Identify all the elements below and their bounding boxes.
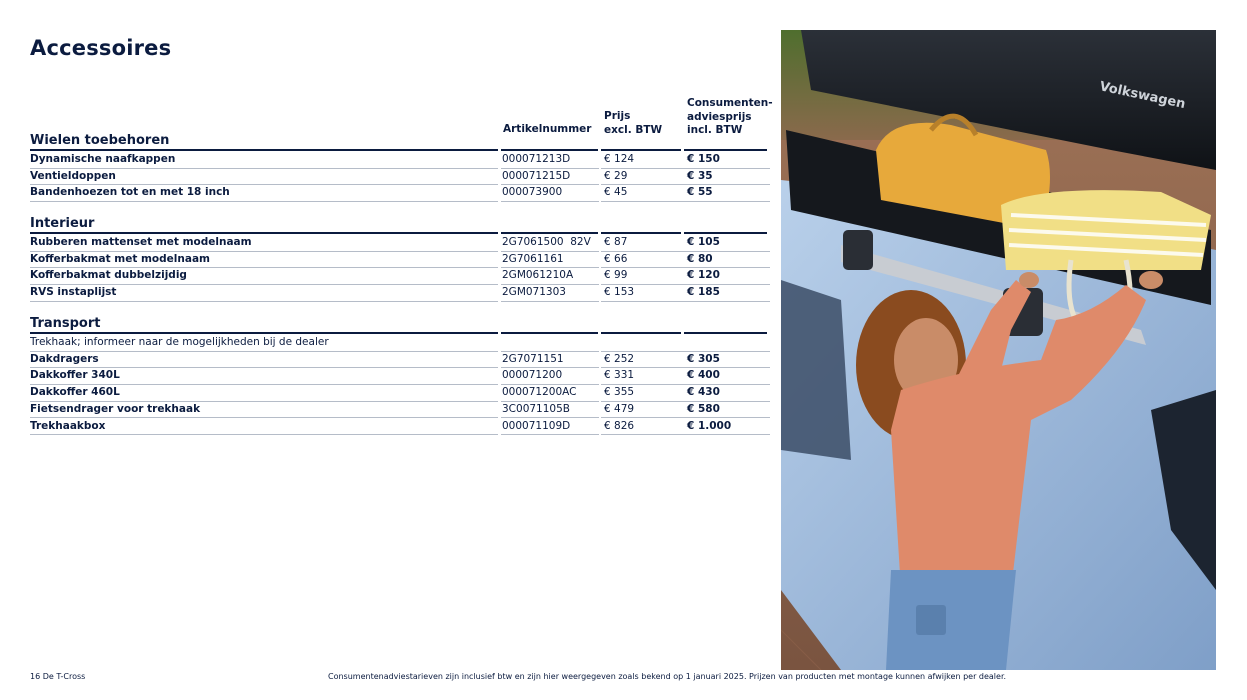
price-incl: € 1.000: [684, 418, 770, 436]
product-code: 000073900: [501, 184, 599, 202]
product-code: 2G7061500 82V: [501, 234, 599, 252]
table-row: [30, 234, 767, 251]
table-row: [30, 418, 767, 435]
price-excl: € 66: [601, 251, 684, 269]
trekhaak-note: Trekhaak; informeer naar de mogelijkheden bij de dealer: [30, 334, 498, 352]
product-name: Dakdragers: [30, 351, 498, 369]
header-cons-line2: adviesprijs: [687, 110, 752, 123]
table-row: [30, 384, 767, 401]
price-incl: € 185: [684, 284, 770, 302]
table-row: [30, 284, 767, 301]
header-artikelnummer: Artikelnummer: [503, 123, 592, 135]
product-code: 000071200AC: [501, 384, 599, 402]
price-excl: € 87: [601, 234, 684, 252]
roofbox-brand-label: Volkswagen: [1098, 79, 1187, 113]
page-title: Accessoires: [30, 36, 172, 60]
price-incl: € 400: [684, 367, 770, 385]
product-code: 3C0071105B: [501, 401, 599, 419]
header-prijs-line1: Prijs: [604, 110, 631, 122]
price-excl: € 252: [601, 351, 684, 369]
price-excl: € 826: [601, 418, 684, 436]
table-row: [30, 168, 767, 185]
product-code: 2G7061161: [501, 251, 599, 269]
product-name: RVS instaplijst: [30, 284, 498, 302]
table-row: [30, 267, 767, 284]
price-incl: € 430: [684, 384, 770, 402]
product-name: Trekhaakbox: [30, 418, 498, 436]
product-code: 000071200: [501, 367, 599, 385]
product-code: 2GM071303: [501, 284, 599, 302]
product-name: Kofferbakmat met modelnaam: [30, 251, 498, 269]
price-incl: € 150: [684, 151, 770, 169]
price-excl: € 153: [601, 284, 684, 302]
price-incl: € 580: [684, 401, 770, 419]
price-excl: € 99: [601, 267, 684, 285]
table-row: [30, 351, 767, 368]
table-row: [30, 367, 767, 384]
price-excl: € 479: [601, 401, 684, 419]
product-code: 2G7071151: [501, 351, 599, 369]
header-cons-line1: Consumenten-: [687, 97, 773, 109]
product-name: Dakkoffer 460L: [30, 384, 498, 402]
product-code: 000071213D: [501, 151, 599, 169]
empty-cell: [601, 334, 684, 352]
price-incl: € 80: [684, 251, 770, 269]
section-title: Wielen toebehoren: [30, 133, 170, 148]
section-title: Interieur: [30, 216, 95, 231]
section-title: Transport: [30, 316, 101, 331]
price-excl: € 124: [601, 151, 684, 169]
price-incl: € 105: [684, 234, 770, 252]
price-excl: € 29: [601, 168, 684, 186]
product-name: Rubberen mattenset met modelnaam: [30, 234, 498, 252]
price-excl: € 45: [601, 184, 684, 202]
table-row: [30, 184, 767, 201]
price-excl: € 331: [601, 367, 684, 385]
table-row-note: [30, 334, 767, 351]
price-incl: € 55: [684, 184, 770, 202]
product-code: 000071215D: [501, 168, 599, 186]
header-prijs-line2: excl. BTW: [604, 123, 663, 136]
photo-illustration: [781, 30, 1216, 670]
product-name: Dynamische naafkappen: [30, 151, 498, 169]
car-roofbox-photo: [781, 30, 1216, 670]
footer-disclaimer: Consumentenadviestarieven zijn inclusief btw en zijn hier weergegeven zoals bekend op 1 januari 2025. Prijzen van producten met montage kunnen afwijken per dealer.: [328, 672, 1007, 681]
page-number-label: 16 De T-Cross: [30, 672, 86, 681]
product-code: 000071109D: [501, 418, 599, 436]
price-incl: € 35: [684, 168, 770, 186]
empty-cell: [684, 334, 770, 352]
price-incl: € 305: [684, 351, 770, 369]
header-prijs: [604, 110, 662, 137]
price-excl: € 355: [601, 384, 684, 402]
product-code: 2GM061210A: [501, 267, 599, 285]
table-row: [30, 151, 767, 168]
product-name: Bandenhoezen tot en met 18 inch: [30, 184, 498, 202]
table-row: [30, 401, 767, 418]
product-name: Dakkoffer 340L: [30, 367, 498, 385]
empty-cell: [501, 334, 599, 352]
product-name: Ventieldoppen: [30, 168, 498, 186]
product-name: Kofferbakmat dubbelzijdig: [30, 267, 498, 285]
header-consumentenprijs: [687, 97, 773, 138]
table-row: [30, 251, 767, 268]
price-incl: € 120: [684, 267, 770, 285]
product-name: Fietsendrager voor trekhaak: [30, 401, 498, 419]
header-cons-line3: incl. BTW: [687, 124, 743, 136]
